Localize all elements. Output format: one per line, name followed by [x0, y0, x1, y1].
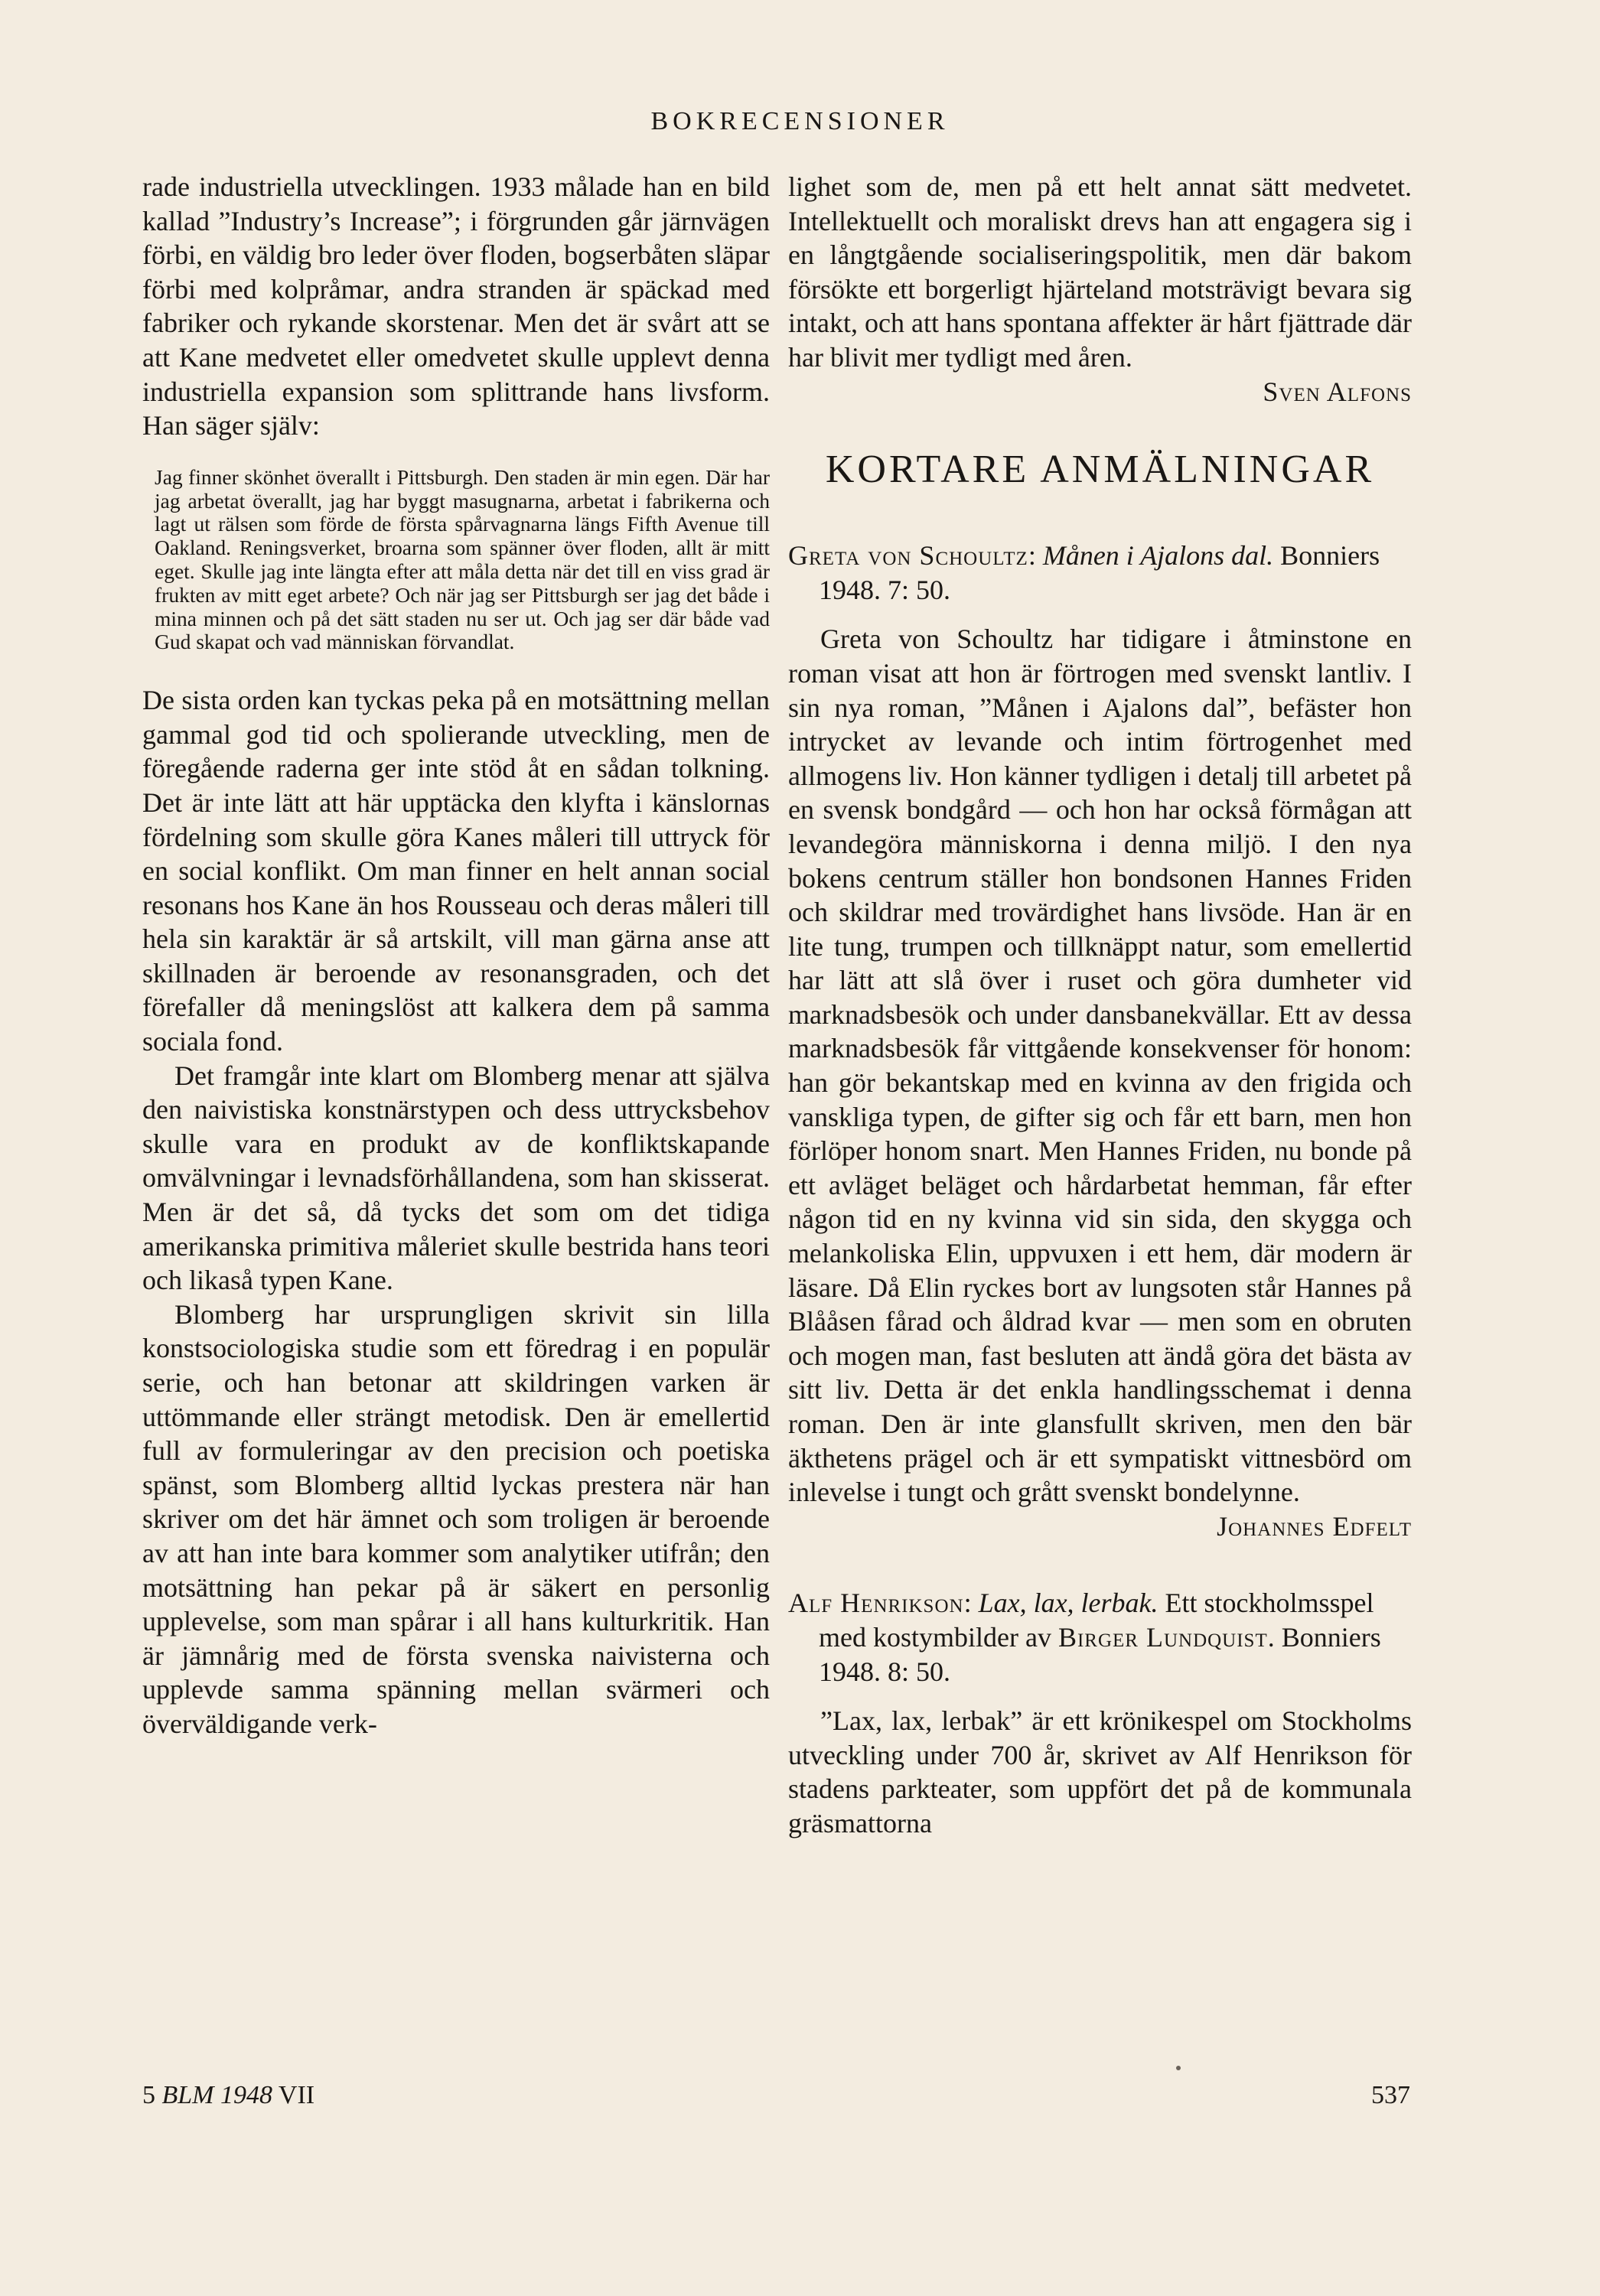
paragraph: ”Lax, lax, lerbak” är ett krönikespel om Stockholms utveckling under 700 år, skrivet av Alf Henrikson för stadens parkteater, som uppfört det på de kommunala gräsmattorna — [788, 1705, 1412, 1838]
signature-mark: 5 — [142, 2081, 155, 2109]
journal-volume: VII — [278, 2081, 315, 2109]
left-column — [142, 170, 770, 1741]
right-column — [788, 170, 1412, 1841]
paragraph: Det framgår inte klart om Blomberg menar att själva den naivistiska konstnärstypen och dess uttrycksbehov skulle vara en produkt av de konfliktskapande omvälvningar i levnadsförhållandena, som han skisserat. Men är det så, då tycks det som om det tidiga amerikanska primitiva måleriet skulle bestrida hans teori och likaså typen Kane. — [142, 1060, 770, 1296]
block-quote: Jag finner skönhet överallt i Pittsburgh. Den staden är min egen. Där har jag arbetat överallt, jag har byggt masugnarna, arbetat i fabrikerna och lagt ut rälsen som förde de första spårvagnarna längs Fifth Avenue till Oakland. Reningsverket, broarna som spänner över floden, allt är mitt eget. Skulle jag inte längta efter att måla detta när det till en viss grad är frukten av mitt eget arbete? Och när jag ser Pittsburgh ser jag det både i mina minnen och på det sätt staden nu ser ut. Och jag ser där både vad Gud skapat och vad människan förvandlat. — [155, 464, 770, 654]
book-entry-heading: Greta von Schoultz: Månen i Ajalons dal. Bonniers 1948. 7: 50. — [788, 540, 1380, 605]
book-title: Månen i Ajalons dal. — [1042, 540, 1274, 572]
book-publisher: Bonniers 1948. 7: 50. — [819, 540, 1380, 605]
book-title: Lax, lax, lerbak. — [978, 1588, 1158, 1619]
journal-name: BLM — [161, 2081, 214, 2109]
paragraph: Blomberg har ursprungligen skrivit sin lilla konstsociologiska studie som ett föredrag i en populär serie, och han betonar att skildringen varken är uttömmande eller strängt metodisk. Den är emellertid full av formuleringar av den precision och poetiska spänst, som Blomberg alltid lyckas prestera när han skriver om det här ämnet och som troligen är beroende av att han inte bara kommer som analytiker utifrån; den motsättning han pekar på är säkert en personlig upplevelse, som man spårar i all hans kulturkritik. Han är jämnårig med de första svenska naivisterna och upplevde samma spänning mellan svärmeri och överväldigande verk- — [142, 1298, 770, 1739]
reviewer-signature: Johannes Edfelt — [1217, 1510, 1412, 1542]
running-header: BOKRECENSIONER — [650, 107, 950, 135]
print-speck — [1176, 2066, 1181, 2070]
reviewer-signature: Sven Alfons — [1263, 376, 1412, 407]
footer-signature — [142, 2081, 314, 2110]
book-description: Ett stockholmsspel med kostymbilder av — [819, 1588, 1374, 1653]
book-author: Alf Henrikson — [788, 1588, 964, 1619]
spacer — [788, 1543, 1412, 1586]
paragraph: De sista orden kan tyckas peka på en motsättning mellan gammal god tid och spolierande utveckling, men de föregående raderna ger inte stöd åt en sådan tolkning. Det är inte lätt att här upptäcka den klyfta i känslornas fördelning som skulle göra Kanes måleri till uttryck för en social konflikt. Om man finner en helt annan social resonans hos Kane än hos Rousseau och deras måleri till hela sin karaktär är så artskilt, vill man gärna anse att skillnaden är beroende av resonansgraden, och det förefaller då meningslöst att kalkera dem på samma sociala fond. — [142, 685, 770, 1057]
book-illustrator: Birger Lundquist — [1057, 1621, 1268, 1653]
book-entry-heading: Alf Henrikson: Lax, lax, lerbak. Ett stockholmsspel med kostymbilder av Birger Lundquist. Bonniers 1948. 8: 50. — [788, 1588, 1381, 1687]
book-author: Greta von Schoultz — [788, 540, 1028, 572]
paragraph: rade industriella utvecklingen. 1933 målade han en bild kallad ”Industry’s Increase”; i förgrunden går järnvägen förbi, en väldig bro leder över floden, bogserbåten släpar förbi med kolpråmar, andra stranden är späckad med fabriker och rykande skorstenar. Men det är svårt att se att Kane medvetet eller omedvetet skulle upplevt denna industriella expansion som splittrande hans livsform. Han säger själv: — [142, 171, 770, 441]
paragraph: lighet som de, men på ett helt annat sätt medvetet. Intellektuellt och moraliskt drevs han att engagera sig i en långtgående socialiseringspolitik, men där bakom försökte ett borgerligt hjärteland motsträvigt bevara sig intakt, och att hans spontana affekter är hårt fjättrade där har blivit mer tydligt med åren. — [788, 171, 1412, 373]
section-title: KORTARE ANMÄLNINGAR — [825, 448, 1375, 492]
paragraph: Greta von Schoultz har tidigare i åtminstone en roman visat att hon är förtrogen med svenskt lantliv. I sin nya roman, ”Månen i Ajalons dal”, befäster hon intrycket av levande och intim förtrogenhet med allmogens liv. Hon känner tydligen i detalj till arbetet på en svensk bondgård — och hon har också förmågan att levandegöra människorna i denna miljö. I den nya bokens centrum ställer hon bondsonen Hannes Friden och skildrar med trovärdighet hans livsöde. Han är en lite tung, trumpen och tillknäppt natur, som emellertid har lätt att slå över i ruset och göra dumheter vid marknadsbesök och under dansbanekvällar. Ett av dessa marknadsbesök får vittgående konsekvenser för honom: han gör bekantskap med en kvinna av den frigida och vanskliga typen, de gifter sig och får ett barn, men hon förlöper honom snart. Men Hannes Friden, nu bonde på ett avläget beläget och hårdarbetat hemman, får efter någon tid en ny kvinna vid sin sida, den skygga och melankoliska Elin, uppvuxen i ett hem, där modern är läsare. Då Elin ryckes bort av lungsoten står Hannes på Blååsen fårad och åldrad kvar — men som en obruten och mogen man, fast besluten att ändå göra det bästa av sitt liv. Detta är det enkla handlingsschemat i denna roman. Den är inte glansfullt skriven, men den bär äkthetens prägel och är ett sympatiskt vittnesbörd om inlevelse i tungt och grått svenskt bondelynne. — [788, 624, 1412, 1508]
book-publisher: Bonniers 1948. 8: 50. — [819, 1621, 1381, 1687]
page-number: 537 — [1371, 2081, 1410, 2109]
journal-year: 1948 — [220, 2081, 272, 2109]
